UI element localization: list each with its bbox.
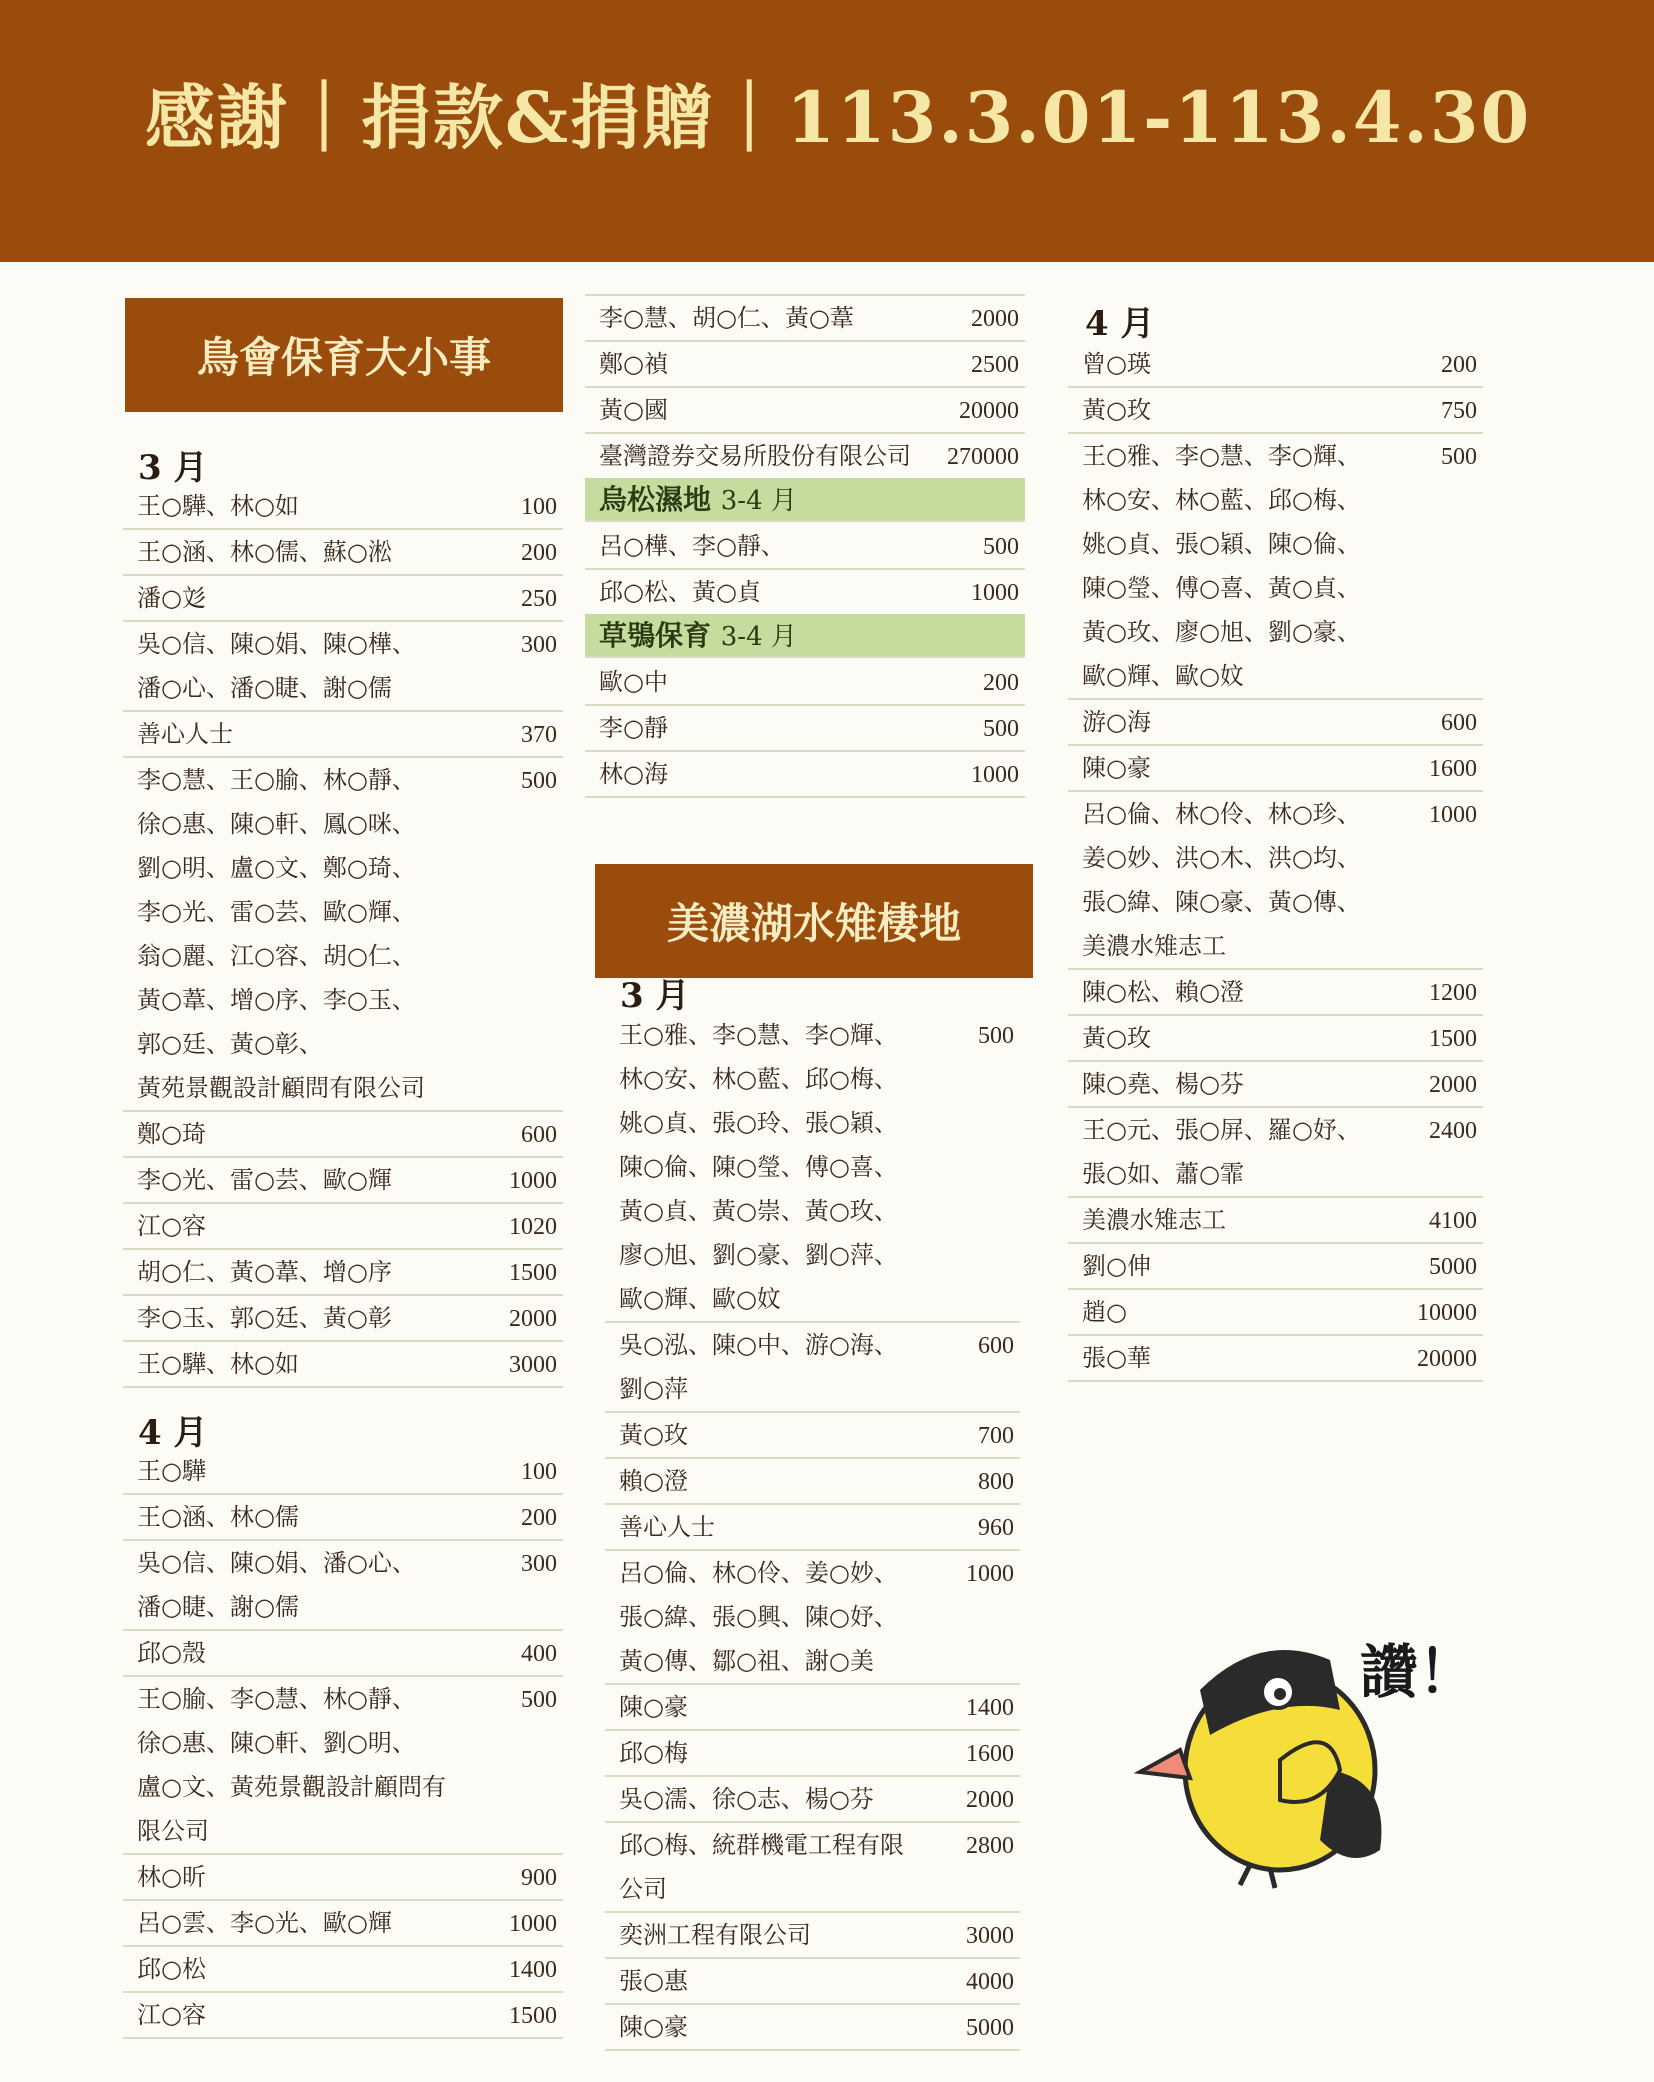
- donation-amount: 5000: [966, 2015, 1014, 2041]
- donor-names: [1068, 1108, 1483, 1196]
- donation-row: [123, 712, 563, 758]
- donation-row: [1068, 434, 1483, 700]
- donor-line: 王○腧、李○慧、林○靜、: [137, 1685, 416, 1713]
- donor-line: 李○靜: [599, 714, 668, 742]
- donation-row: [123, 1677, 563, 1855]
- donation-amount: 1000: [971, 762, 1019, 788]
- donation-row: [123, 1541, 563, 1631]
- section-caoxiao-range: 3-4 月: [720, 622, 797, 652]
- donation-row: [605, 1413, 1020, 1459]
- donor-names: [123, 712, 563, 756]
- donation-row: [1068, 970, 1483, 1016]
- donor-line: 劉○萍: [619, 1375, 688, 1403]
- donor-line: 黃○玫: [1082, 1024, 1151, 1052]
- donation-row: [1068, 1290, 1483, 1336]
- donor-line: 王○驊、林○如: [137, 492, 299, 520]
- donation-amount: 300: [521, 1551, 557, 1577]
- col2-march-label: 3 月: [620, 976, 690, 1016]
- donor-names: [123, 1993, 563, 2037]
- donation-amount: 1400: [966, 1695, 1014, 1721]
- donation-amount: 960: [978, 1515, 1014, 1541]
- donor-line: 臺灣證券交易所股份有限公司: [599, 442, 911, 470]
- donation-amount: 2400: [1429, 1118, 1477, 1144]
- donor-names: [1068, 1016, 1483, 1060]
- donor-line: 美濃水雉志工: [1082, 932, 1226, 960]
- donation-row: [123, 1855, 563, 1901]
- donor-line: 陳○豪: [1082, 754, 1151, 782]
- donation-row: [1068, 792, 1483, 970]
- section-bird-society-title: [125, 298, 563, 412]
- donor-line: 李○光、雷○芸、歐○輝、: [137, 898, 416, 926]
- donor-line: 王○雅、李○慧、李○輝、: [619, 1021, 898, 1049]
- donor-names: [585, 752, 1025, 796]
- donor-line: 王○涵、林○儒、蘇○淞: [137, 538, 392, 566]
- donor-names: [1068, 342, 1483, 386]
- donor-names: [123, 530, 563, 574]
- donation-row: [605, 1959, 1020, 2005]
- donor-names: [585, 524, 1025, 568]
- donor-line: 江○容: [137, 1212, 206, 1240]
- donor-line: 鄭○禎: [599, 350, 668, 378]
- donor-line: 陳○豪: [619, 1693, 688, 1721]
- donation-amount: 200: [1441, 352, 1477, 378]
- donation-amount: 600: [978, 1333, 1014, 1359]
- donor-names: [123, 484, 563, 528]
- donor-line: 王○驊、林○如: [137, 1350, 299, 1378]
- donor-line: 林○安、林○藍、邱○梅、: [619, 1065, 898, 1093]
- donation-amount: 1500: [509, 1260, 557, 1286]
- section-caoxiao-name: 草鴞保育: [599, 619, 712, 652]
- donor-line: 吳○濡、徐○志、楊○芬: [619, 1785, 874, 1813]
- donation-amount: 2500: [971, 352, 1019, 378]
- donor-names: [1068, 1062, 1483, 1106]
- donor-line: 張○緯、張○興、陳○妤、: [619, 1603, 898, 1631]
- donor-names: [123, 1901, 563, 1945]
- donor-names: [123, 1342, 563, 1386]
- donation-row: [605, 1685, 1020, 1731]
- donor-line: 潘○睫、謝○儒: [137, 1593, 299, 1621]
- donation-row: [605, 1551, 1020, 1685]
- donor-names: [123, 1855, 563, 1899]
- donation-row: [123, 1158, 563, 1204]
- donor-names: [123, 622, 563, 710]
- donor-names: [123, 1947, 563, 1991]
- donor-names: [605, 1777, 1020, 1821]
- donor-line: 呂○樺、李○靜、: [599, 532, 785, 560]
- donation-row: [605, 1823, 1020, 1913]
- donor-names: [1068, 434, 1483, 698]
- donor-names: [123, 1495, 563, 1539]
- donor-line: 黃○國: [599, 396, 668, 424]
- donation-row: [605, 1505, 1020, 1551]
- donation-amount: 2000: [971, 306, 1019, 332]
- donation-row: [585, 434, 1025, 480]
- donation-amount: 1400: [509, 1957, 557, 1983]
- donation-row: [123, 1901, 563, 1947]
- donor-line: 李○玉、郭○廷、黃○彰: [137, 1304, 392, 1332]
- donor-line: 廖○旭、劉○豪、劉○萍、: [619, 1241, 898, 1269]
- donation-amount: 1600: [966, 1741, 1014, 1767]
- donation-amount: 1200: [1429, 980, 1477, 1006]
- donation-amount: 1020: [509, 1214, 557, 1240]
- donor-line: 歐○中: [599, 668, 668, 696]
- donor-line: 李○慧、王○腧、林○靜、: [137, 766, 416, 794]
- donation-row: [1068, 342, 1483, 388]
- donor-line: 翁○麗、江○容、胡○仁、: [137, 942, 416, 970]
- donation-row: [123, 1204, 563, 1250]
- donation-row: [123, 1947, 563, 1993]
- donor-names: [1068, 746, 1483, 790]
- donor-line: 陳○豪: [619, 2013, 688, 2041]
- donor-line: 王○雅、李○慧、李○輝、: [1082, 442, 1361, 470]
- section-caoxiao-header: [585, 614, 1025, 658]
- donor-line: 王○涵、林○儒: [137, 1503, 299, 1531]
- donor-names: [605, 1013, 1020, 1321]
- donor-names: [605, 1323, 1020, 1411]
- donor-line: 黃○貞、黃○崇、黃○玫、: [619, 1197, 898, 1225]
- col3-april-list: [1068, 342, 1483, 1382]
- donor-line: 黃○葦、增○序、李○玉、: [137, 986, 416, 1014]
- donation-amount: 4100: [1429, 1208, 1477, 1234]
- donor-names: [605, 1505, 1020, 1549]
- donor-names: [1068, 970, 1483, 1014]
- donation-row: [605, 1323, 1020, 1413]
- donation-amount: 750: [1441, 398, 1477, 424]
- donation-row: [585, 388, 1025, 434]
- donor-names: [605, 1551, 1020, 1683]
- donation-row: [1068, 1062, 1483, 1108]
- donor-line: 潘○心、潘○睫、謝○儒: [137, 674, 392, 702]
- donation-amount: 500: [983, 716, 1019, 742]
- donation-amount: 20000: [1417, 1346, 1477, 1372]
- donor-names: [123, 1204, 563, 1248]
- col2-top-list: [585, 294, 1025, 480]
- donation-row: [605, 1913, 1020, 1959]
- donor-line: 善心人士: [137, 720, 233, 748]
- donor-line: 邱○梅: [619, 1739, 688, 1767]
- donation-amount: 20000: [959, 398, 1019, 424]
- donation-row: [1068, 388, 1483, 434]
- donation-amount: 600: [521, 1122, 557, 1148]
- donation-amount: 270000: [947, 444, 1019, 470]
- page-header: [0, 0, 1654, 262]
- donation-row: [605, 1731, 1020, 1777]
- donor-line: 善心人士: [619, 1513, 715, 1541]
- donor-names: [123, 1677, 563, 1853]
- donor-names: [123, 1158, 563, 1202]
- donor-line: 歐○輝、歐○妏: [1082, 662, 1244, 690]
- donation-amount: 500: [521, 768, 557, 794]
- donor-line: 美濃水雉志工: [1082, 1206, 1226, 1234]
- donor-names: [605, 1913, 1020, 1957]
- donation-amount: 200: [983, 670, 1019, 696]
- donation-amount: 500: [1441, 444, 1477, 470]
- donor-names: [1068, 388, 1483, 432]
- donation-row: [605, 1777, 1020, 1823]
- donor-line: 呂○倫、林○伶、姜○妙、: [619, 1559, 898, 1587]
- donor-names: [123, 1296, 563, 1340]
- donation-amount: 200: [521, 540, 557, 566]
- donation-amount: 1600: [1429, 756, 1477, 782]
- donor-names: [585, 660, 1025, 704]
- donation-amount: 10000: [1417, 1300, 1477, 1326]
- donation-row: [123, 484, 563, 530]
- donor-names: [1068, 700, 1483, 744]
- donor-names: [123, 1541, 563, 1629]
- donor-line: 姜○妙、洪○木、洪○均、: [1082, 844, 1361, 872]
- donor-names: [123, 1449, 563, 1493]
- donation-amount: 4000: [966, 1969, 1014, 1995]
- donation-amount: 500: [521, 1687, 557, 1713]
- donation-amount: 1500: [509, 2003, 557, 2029]
- col2-march-list: [605, 1013, 1020, 2051]
- donation-row: [1068, 1336, 1483, 1382]
- donor-line: 陳○堯、楊○芬: [1082, 1070, 1244, 1098]
- donation-row: [123, 1449, 563, 1495]
- donation-amount: 2000: [1429, 1072, 1477, 1098]
- donor-names: [605, 1959, 1020, 2003]
- col1-april-label: 4 月: [138, 1413, 208, 1453]
- page-title: 感謝｜捐款&捐贈｜113.3.01-113.4.30: [145, 76, 1532, 159]
- donation-amount: 500: [978, 1023, 1014, 1049]
- donation-row: [123, 1342, 563, 1388]
- donation-amount: 900: [521, 1865, 557, 1891]
- donor-line: 林○安、林○藍、邱○梅、: [1082, 486, 1361, 514]
- donor-line: 黃○玫、廖○旭、劉○豪、: [1082, 618, 1361, 646]
- donor-names: [605, 1731, 1020, 1775]
- donation-amount: 100: [521, 494, 557, 520]
- donation-row: [123, 1250, 563, 1296]
- section-bird-society-label: 鳥會保育大小事: [196, 333, 491, 382]
- donor-names: [605, 2005, 1020, 2049]
- donor-line: 劉○伸: [1082, 1252, 1151, 1280]
- donor-line: 公司: [619, 1875, 667, 1903]
- donation-amount: 1000: [509, 1168, 557, 1194]
- donation-amount: 3000: [509, 1352, 557, 1378]
- donation-row: [123, 1296, 563, 1342]
- donor-line: 奕洲工程有限公司: [619, 1921, 811, 1949]
- section-wusong-name: 烏松濕地: [599, 483, 712, 516]
- donation-row: [585, 524, 1025, 570]
- donation-row: [123, 1495, 563, 1541]
- donation-amount: 1000: [509, 1911, 557, 1937]
- donor-line: 潘○彣: [137, 584, 206, 612]
- col1-march-list: [123, 484, 563, 1388]
- donation-row: [123, 1993, 563, 2039]
- donor-names: [585, 570, 1025, 614]
- donation-row: [1068, 1108, 1483, 1198]
- donor-line: 呂○倫、林○伶、林○珍、: [1082, 800, 1361, 828]
- donation-amount: 600: [1441, 710, 1477, 736]
- donor-line: 吳○信、陳○娟、陳○樺、: [137, 630, 416, 658]
- donation-row: [123, 622, 563, 712]
- donor-names: [585, 296, 1025, 340]
- donor-line: 姚○貞、張○玲、張○穎、: [619, 1109, 898, 1137]
- donor-names: [605, 1413, 1020, 1457]
- donor-line: 吳○信、陳○娟、潘○心、: [137, 1549, 416, 1577]
- donor-line: 張○惠: [619, 1967, 688, 1995]
- donor-line: 黃○玫: [619, 1421, 688, 1449]
- donation-row: [585, 342, 1025, 388]
- donor-line: 李○光、雷○芸、歐○輝: [137, 1166, 392, 1194]
- donation-row: [585, 752, 1025, 798]
- donation-row: [1068, 746, 1483, 792]
- donation-amount: 1000: [966, 1561, 1014, 1587]
- donor-line: 李○慧、胡○仁、黃○葦: [599, 304, 854, 332]
- donor-line: 黃○玫: [1082, 396, 1151, 424]
- donation-row: [1068, 700, 1483, 746]
- donation-row: [585, 706, 1025, 752]
- donation-amount: 250: [521, 586, 557, 612]
- donation-amount: 370: [521, 722, 557, 748]
- col2-caoxiao-list: [585, 660, 1025, 798]
- donation-row: [123, 758, 563, 1112]
- donation-row: [585, 570, 1025, 616]
- donor-names: [1068, 1198, 1483, 1242]
- donor-line: 張○緯、陳○豪、黃○傳、: [1082, 888, 1361, 916]
- donation-amount: 500: [983, 534, 1019, 560]
- donor-line: 胡○仁、黃○葦、增○序: [137, 1258, 392, 1286]
- donor-names: [123, 758, 563, 1110]
- donation-amount: 5000: [1429, 1254, 1477, 1280]
- donor-names: [1068, 1244, 1483, 1288]
- donation-amount: 800: [978, 1469, 1014, 1495]
- donor-line: 趙○: [1082, 1298, 1127, 1326]
- donor-line: 徐○惠、陳○軒、劉○明、: [137, 1729, 416, 1757]
- donor-line: 黃苑景觀設計顧問有限公司: [137, 1074, 425, 1102]
- donor-line: 林○海: [599, 760, 668, 788]
- col3-april-label: 4 月: [1085, 304, 1155, 344]
- donor-line: 呂○雲、李○光、歐○輝: [137, 1909, 392, 1937]
- donation-amount: 300: [521, 632, 557, 658]
- col1-april-list: [123, 1449, 563, 2039]
- donor-line: 姚○貞、張○穎、陳○倫、: [1082, 530, 1361, 558]
- donor-line: 邱○殼: [137, 1639, 206, 1667]
- donor-line: 邱○梅、統群機電工程有限: [619, 1831, 904, 1859]
- donor-names: [123, 1250, 563, 1294]
- donor-line: 盧○文、黃苑景觀設計顧問有: [137, 1773, 446, 1801]
- donor-line: 徐○惠、陳○軒、鳳○咪、: [137, 810, 416, 838]
- donor-line: 江○容: [137, 2001, 206, 2029]
- section-wusong-header: [585, 478, 1025, 522]
- donation-row: [1068, 1198, 1483, 1244]
- donation-amount: 2000: [509, 1306, 557, 1332]
- donation-amount: 1500: [1429, 1026, 1477, 1052]
- donor-line: 邱○松、黃○貞: [599, 578, 761, 606]
- donor-line: 陳○松、賴○澄: [1082, 978, 1244, 1006]
- donor-line: 張○如、蕭○霏: [1082, 1160, 1244, 1188]
- donor-line: 黃○傳、鄒○祖、謝○美: [619, 1647, 874, 1675]
- donor-names: [123, 576, 563, 620]
- donor-names: [585, 706, 1025, 750]
- donation-amount: 1000: [971, 580, 1019, 606]
- donor-names: [123, 1112, 563, 1156]
- donor-line: 限公司: [137, 1817, 209, 1845]
- donor-names: [605, 1459, 1020, 1503]
- donor-line: 鄭○琦: [137, 1120, 206, 1148]
- donation-amount: 100: [521, 1459, 557, 1485]
- donation-row: [605, 1013, 1020, 1323]
- donation-row: [123, 1631, 563, 1677]
- donor-line: 郭○廷、黃○彰、: [137, 1030, 323, 1058]
- donation-row: [123, 530, 563, 576]
- donation-amount: 1000: [1429, 802, 1477, 828]
- donor-line: 歐○輝、歐○妏: [619, 1285, 781, 1313]
- donation-row: [123, 576, 563, 622]
- col1-march-label: 3 月: [138, 448, 208, 488]
- donation-amount: 2800: [966, 1833, 1014, 1859]
- donor-names: [585, 342, 1025, 386]
- col2-wusong-list: [585, 524, 1025, 616]
- donor-line: 賴○澄: [619, 1467, 688, 1495]
- donor-line: 王○驊: [137, 1457, 206, 1485]
- donor-line: 陳○瑩、傅○喜、黃○貞、: [1082, 574, 1361, 602]
- donor-names: [605, 1823, 1020, 1911]
- donor-line: 張○華: [1082, 1344, 1151, 1372]
- donation-amount: 3000: [966, 1923, 1014, 1949]
- section-wusong-range: 3-4 月: [720, 486, 797, 516]
- donation-row: [605, 1459, 1020, 1505]
- section-meinong-label: 美濃湖水雉棲地: [666, 899, 961, 948]
- mascot-exclaim: 讚！: [1360, 1638, 1477, 1706]
- donor-line: 吳○泓、陳○中、游○海、: [619, 1331, 898, 1359]
- donation-amount: 200: [521, 1505, 557, 1531]
- donor-line: 邱○松: [137, 1955, 206, 1983]
- donation-row: [605, 2005, 1020, 2051]
- donation-row: [585, 296, 1025, 342]
- donation-amount: 400: [521, 1641, 557, 1667]
- donor-line: 陳○倫、陳○瑩、傅○喜、: [619, 1153, 898, 1181]
- donation-row: [123, 1112, 563, 1158]
- donor-names: [605, 1685, 1020, 1729]
- section-meinong-title: [595, 864, 1033, 978]
- donation-row: [1068, 1244, 1483, 1290]
- donor-line: 林○昕: [137, 1863, 206, 1891]
- donation-row: [585, 660, 1025, 706]
- donor-names: [1068, 792, 1483, 968]
- donation-row: [1068, 1016, 1483, 1062]
- donor-line: 王○元、張○屏、羅○妤、: [1082, 1116, 1361, 1144]
- donation-amount: 700: [978, 1423, 1014, 1449]
- donor-names: [123, 1631, 563, 1675]
- donor-line: 劉○明、盧○文、鄭○琦、: [137, 854, 416, 882]
- donor-line: 曾○瑛: [1082, 350, 1151, 378]
- donation-amount: 2000: [966, 1787, 1014, 1813]
- donor-line: 游○海: [1082, 708, 1151, 736]
